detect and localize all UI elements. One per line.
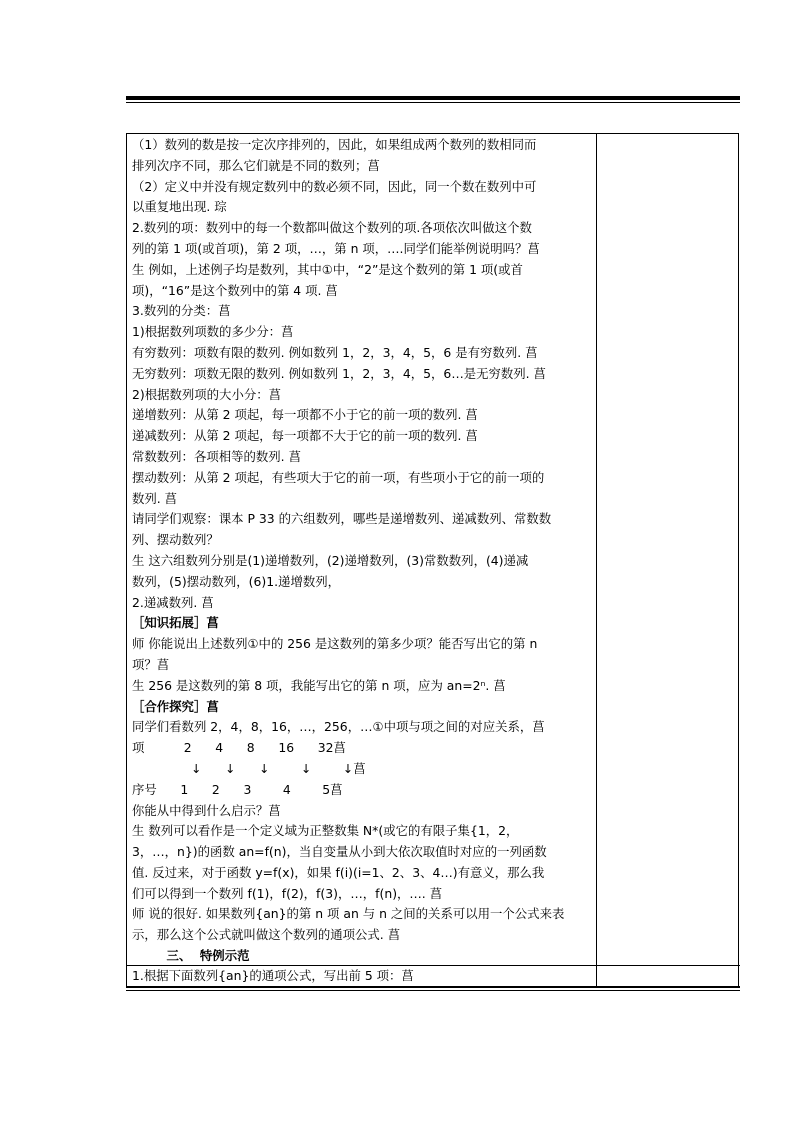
text-line: 生 例如，上述例子均是数列，其中①中，“2”是这个数列的第 1 项(或首 — [132, 261, 523, 277]
text-line: 你能从中得到什么启示？菖 — [132, 802, 281, 818]
text-line: 3.数列的分类：菖 — [132, 303, 231, 319]
text-line: 以重复地出现. 琮 — [132, 199, 227, 215]
footer-rule-thick — [126, 986, 740, 988]
text-line: 示，那么这个公式就叫做这个数列的通项公式. 菖 — [132, 927, 401, 943]
index-row: 序号 1 2 3 4 5菖 — [132, 781, 343, 797]
text-line: 师 你能说出上述数列①中的 256 是这数列的第多少项？能否写出它的第 n — [132, 636, 538, 652]
text-line: 们可以得到一个数列 f(1)，f(2)，f(3)，…，f(n)，…. 菖 — [132, 885, 443, 901]
text-line: 递增数列：从第 2 项起，每一项都不小于它的前一项的数列. 菖 — [132, 407, 478, 423]
text-line: 递减数列：从第 2 项起，每一项都不大于它的前一项的数列. 菖 — [132, 428, 478, 444]
header-rule-thick — [126, 96, 740, 100]
arrow-row: ↓ ↓ ↓ ↓ ↓菖 — [132, 760, 366, 776]
text-line: （2）定义中并没有规定数列中的数必须不同，因此，同一个数在数列中可 — [132, 178, 537, 194]
footer-rule-thin — [126, 990, 740, 991]
text-line: 摆动数列：从第 2 项起，有些项大于它的前一项，有些项小于它的前一项的 — [132, 469, 545, 485]
text-line: 同学们看数列 2，4，8，16，…，256，…①中项与项之间的对应关系，菖 — [132, 719, 545, 735]
text-line: 生 这六组数列分别是(1)递增数列，(2)递增数列，(3)常数数列，(4)递减 — [132, 552, 529, 568]
text-line: 列、摆动数列？ — [132, 532, 219, 548]
text-line: 有穷数列：项数有限的数列. 例如数列 1，2，3，4，5，6 是有穷数列. 菖 — [132, 344, 538, 360]
text-line: 1)根据数列项数的多少分：菖 — [132, 324, 294, 340]
text-line: （1）数列的数是按一定次序排列的，因此，如果组成两个数列的数相同而 — [132, 137, 537, 152]
text-line: 2.数列的项：数列中的每一个数都叫做这个数列的项.各项依次叫做这个数 — [132, 220, 532, 236]
text-line: 2.递减数列. 菖 — [132, 594, 214, 610]
text-line: 值. 反过来，对于函数 y=f(x)，如果 f(i)(i=1、2、3、4…)有意义，那么我 — [132, 864, 545, 880]
section-heading-knowledge-extension: ［知识拓展］菖 — [132, 615, 219, 631]
section-heading-examples: 三、 特例示范 — [132, 948, 250, 964]
text-line: 请同学们观察：课本 P 33 的六组数列，哪些是递增数列、递减数列、常数数 — [132, 511, 552, 527]
text-line: 项？菖 — [132, 656, 170, 672]
text-line: 常数数列：各项相等的数列. 菖 — [132, 448, 301, 464]
text-line: 数列. 菖 — [132, 490, 178, 506]
text-line: 列的第 1 项(或首项)，第 2 项，…，第 n 项，….同学们能举例说明吗？菖 — [132, 240, 540, 256]
text-line: 3，…，n})的函数 an=f(n)，当自变量从小到大依次取值时对应的一列函数 — [132, 844, 547, 860]
text-line: 无穷数列：项数无限的数列. 例如数列 1，2，3，4，5，6…是无穷数列. 菖 — [132, 365, 546, 381]
section-heading-cooperative-inquiry: ［合作探究］菖 — [132, 698, 219, 714]
lesson-content — [132, 135, 594, 967]
text-line: 数列，(5)摆动数列，(6)1.递增数列， — [132, 573, 341, 589]
text-line: 排列次序不同，那么它们就是不同的数列；菖 — [132, 157, 380, 173]
header-rule-thin — [126, 102, 740, 103]
table-column-divider — [596, 133, 597, 986]
text-line: 2)根据数列项的大小分：菖 — [132, 386, 282, 402]
text-line: 项)，“16”是这个数列中的第 4 项. 菖 — [132, 282, 338, 298]
text-line: 生 256 是这数列的第 8 项，我能写出它的第 n 项，应为 an=2ⁿ. 菖 — [132, 677, 506, 693]
term-row: 项 2 4 8 16 32菖 — [132, 740, 346, 756]
exercise-line: 1.根据下面数列{an}的通项公式，写出前 5 项：菖 — [132, 968, 414, 983]
text-line: 师 说的很好. 如果数列{an}的第 n 项 an 与 n 之间的关系可以用一个公式来表 — [132, 906, 565, 922]
text-line: 生 数列可以看作是一个定义域为正整数集 N*(或它的有限子集{1，2， — [132, 823, 519, 839]
